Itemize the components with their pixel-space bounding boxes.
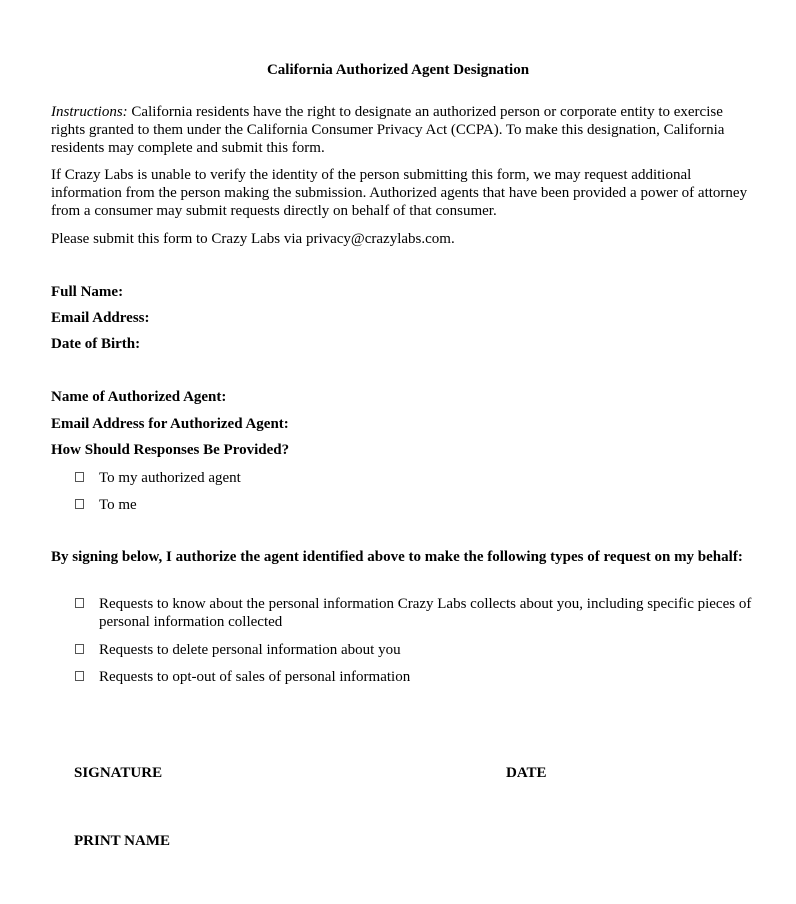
option-label: Requests to know about the personal information Crazy Labs collects about you, including specific pieces of personal information collected: [99, 596, 752, 630]
print-name-label: PRINT NAME: [74, 833, 170, 849]
request-option-delete[interactable]: [75, 641, 755, 659]
verification-paragraph: If Crazy Labs is unable to verify the identity of the person submitting this form, we may request additional information from the person making the submission. Authorized agents that have been provided a power of attorney from a consumer may submit requests directly on behalf of that consumer.: [51, 167, 748, 219]
signature-label: SIGNATURE: [74, 765, 163, 781]
checkbox[interactable]: [75, 644, 84, 654]
option-label: Requests to opt-out of sales of personal information: [99, 669, 411, 685]
option-label: Requests to delete personal information about you: [99, 642, 401, 658]
agent-email-label: Email Address for Authorized Agent:: [51, 416, 289, 432]
response-option-agent[interactable]: [75, 469, 755, 487]
checkbox[interactable]: [75, 472, 84, 482]
instructions-paragraph: [51, 103, 751, 157]
instructions-label: Instructions:: [51, 104, 128, 120]
authorization-heading: By signing below, I authorize the agent identified above to make the following types of request on my behalf:: [51, 549, 743, 565]
option-label: To my authorized agent: [99, 470, 241, 486]
request-option-know[interactable]: [75, 595, 755, 631]
response-option-me[interactable]: [75, 496, 755, 514]
email-address-label: Email Address:: [51, 310, 150, 326]
checkbox[interactable]: [75, 598, 84, 608]
instructions-text: California residents have the right to designate an authorized person or corporate entity to exercise rights granted to them under the California Consumer Privacy Act (CCPA). To make this designation, California residents may complete and submit this form.: [51, 104, 725, 156]
submission-paragraph: Please submit this form to Crazy Labs via privacy@crazylabs.com.: [51, 231, 455, 247]
request-option-opt-out[interactable]: [75, 668, 755, 686]
date-label: DATE: [506, 765, 547, 781]
responses-question: How Should Responses Be Provided?: [51, 442, 290, 458]
date-of-birth-label: Date of Birth:: [51, 336, 141, 352]
full-name-label: Full Name:: [51, 284, 124, 300]
option-label: To me: [99, 497, 137, 513]
agent-name-label: Name of Authorized Agent:: [51, 389, 227, 405]
form-title: California Authorized Agent Designation: [266, 62, 530, 78]
checkbox[interactable]: [75, 499, 84, 509]
checkbox[interactable]: [75, 671, 84, 681]
